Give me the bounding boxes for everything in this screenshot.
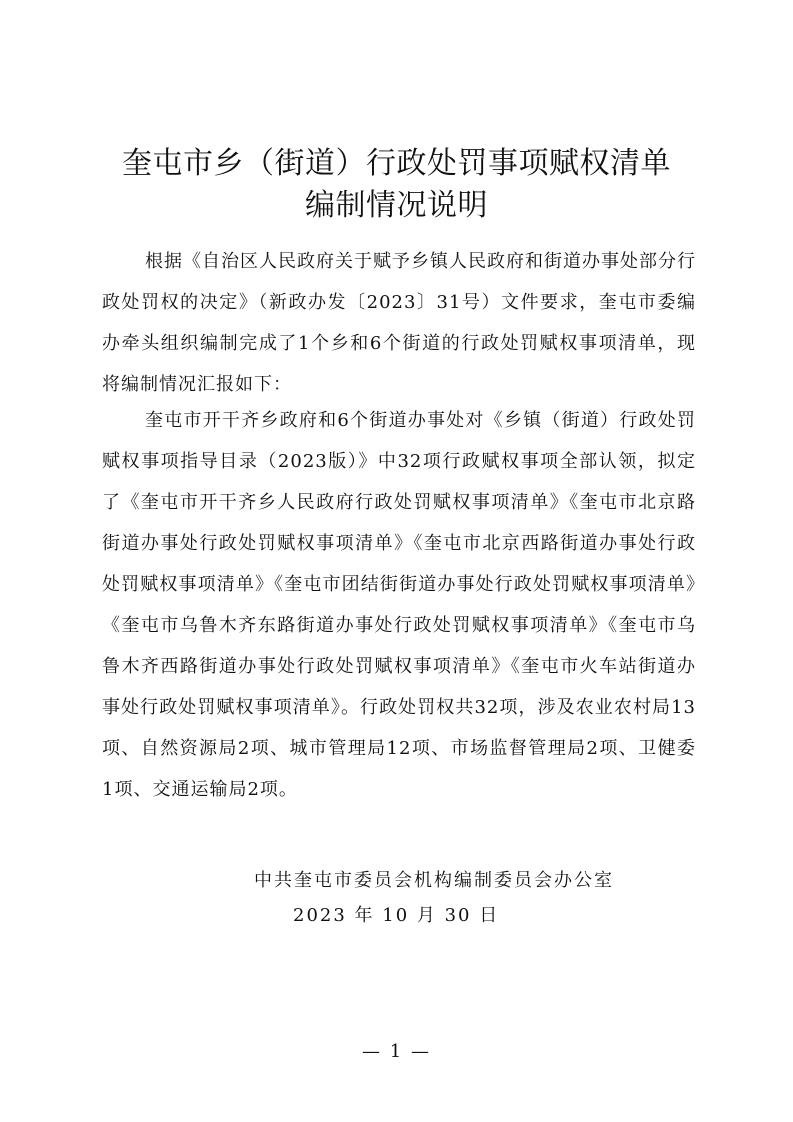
- signature-date: 2023 年 10 月 30 日: [293, 905, 500, 926]
- document-title-line-1: 奎屯市乡（街道）行政处罚事项赋权清单: [122, 146, 671, 181]
- document-title-line-2: 编制情况说明: [305, 188, 488, 223]
- page-number: — 1 —: [362, 1041, 431, 1062]
- body-paragraph-2: 奎屯市开干齐乡政府和6个街道办事处对《乡镇（街道）行政处罚赋权事项指导目录（2023版）》中32项行政赋权事项全部认领，拟定了《奎屯市开干齐乡人民政府行政处罚赋权事项清单》《奎屯市北京路街道办事处行政处罚赋权事项清单》《奎屯市北京西路街道办事处行政处罚赋权事项清单》《奎屯市团结街街道办事处行政处罚赋权事项清单》《奎屯市乌鲁木齐东路街道办事处行政处罚赋权事项清单》《奎屯市乌鲁木齐西路街道办事处行政处罚赋权事项清单》《奎屯市火车站街道办事处行政处罚赋权事项清单》。行政处罚权共32项，涉及农业农村局13项、自然资源局2项、城市管理局12项、市场监督管理局2项、卫健委1项、交通运输局2项。: [102, 410, 696, 800]
- body-paragraph-1: 根据《自治区人民政府关于赋予乡镇人民政府和街道办事处部分行政处罚权的决定》（新政办发〔2023〕31号）文件要求，奎屯市委编办牵头组织编制完成了1个乡和6个街道的行政处罚赋权事项清单，现将编制情况汇报如下：: [102, 251, 696, 395]
- signature-organization: 中共奎屯市委员会机构编制委员会办公室: [254, 870, 614, 891]
